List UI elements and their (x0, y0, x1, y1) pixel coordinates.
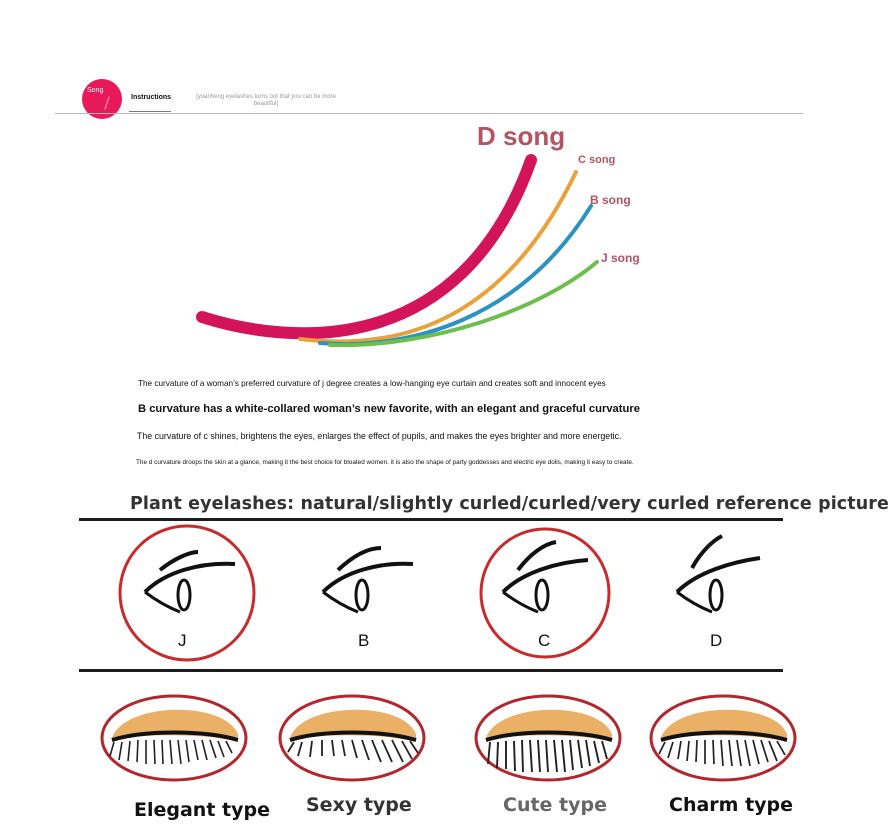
eye-letter-c: C (538, 631, 551, 650)
type-label-elegant: Elegant type (134, 799, 270, 821)
eye-letter-b: B (358, 631, 370, 650)
label-b-song: B song (590, 193, 631, 207)
eye-d (677, 536, 760, 650)
type-label-sexy: Sexy type (306, 794, 412, 816)
eye-j (120, 526, 254, 660)
eye-b (323, 548, 413, 650)
desc-b: B curvature has a white-collared woman’s new favorite, with an elegant and graceful curvature (138, 403, 640, 415)
eye-letter-j: J (178, 631, 187, 650)
instructions-label: Instructions (131, 94, 172, 101)
eye-cute (476, 696, 620, 780)
eye-sexy (280, 696, 424, 780)
logo-text: Song (87, 87, 104, 94)
eye-elegant (102, 696, 246, 780)
eye-profiles (0, 520, 892, 670)
curve-d (202, 160, 531, 333)
lash-styles (0, 690, 892, 790)
desc-c: The curvature of c shines, brightens the eyes, enlarges the effect of pupils, and makes the eyes brighter and more energetic. (137, 431, 622, 441)
desc-j: The curvature of a woman’s preferred curvature of j degree creates a low-hanging eye curtain and creates soft and innocent eyes (138, 379, 606, 388)
desc-d: The d curvature droops the skin at a glance, making it the best choice for bloated women. it is also the shape of party goddesses and electric eye dolls, making it easy to create. (136, 459, 634, 466)
label-j-song: J song (601, 251, 640, 265)
type-label-cute: Cute type (503, 794, 608, 816)
eye-c (481, 529, 609, 657)
reference-title: Plant eyelashes: natural/slightly curled/curled/very curled reference picture (130, 494, 889, 514)
eye-letter-d: D (710, 631, 723, 650)
logo-subtext: eyelashes (102, 95, 111, 111)
eye-charm (651, 696, 795, 780)
label-d-song: D song (477, 121, 566, 151)
curve-c (300, 172, 576, 342)
label-c-song: C song (578, 154, 616, 166)
curvature-diagram (0, 0, 892, 360)
header-tagline: [yuanheng eyelashes turns out that you can be more beautiful] (196, 94, 336, 107)
type-label-charm: Charm type (669, 794, 794, 816)
